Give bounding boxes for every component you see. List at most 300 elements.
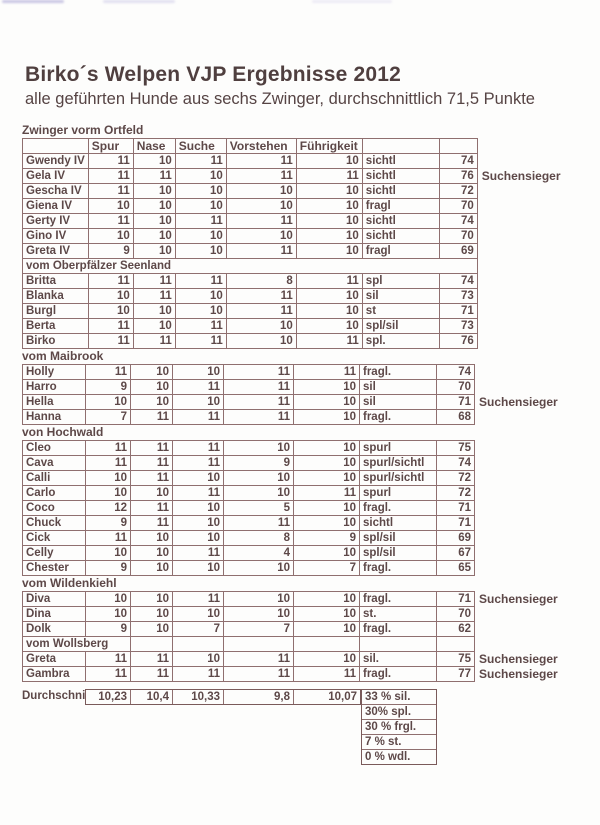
dog-row [23, 667, 475, 682]
dog-name-cell: Chester [23, 561, 86, 576]
score-cell: 11 [88, 334, 133, 349]
remark-cell: fragl. [360, 622, 437, 637]
points-cell: 71 [437, 516, 475, 531]
points-cell: 72 [437, 486, 475, 501]
scan-artifact [2, 0, 64, 3]
score-cell: 5 [224, 501, 294, 516]
table-header-row [23, 139, 478, 154]
score-cell: 7 [294, 561, 360, 576]
score-cell: 10 [294, 652, 360, 667]
score-cell: 11 [224, 365, 294, 380]
percent-row: 7 % st. [362, 735, 436, 750]
group-label: vom Wildenkiehl [22, 576, 117, 590]
score-cell: 11 [131, 667, 173, 682]
points-cell: 71 [439, 304, 477, 319]
score-cell: 11 [131, 441, 173, 456]
score-cell: 10 [131, 561, 173, 576]
empty-cell [437, 637, 475, 652]
points-cell: 74 [439, 214, 477, 229]
score-cell: 10 [173, 652, 224, 667]
dog-row [23, 365, 475, 380]
points-cell: 67 [437, 546, 475, 561]
dog-name-cell: Burgl [23, 304, 89, 319]
score-cell: 10 [224, 471, 294, 486]
score-cell: 10 [131, 546, 173, 561]
column-header: Nase [133, 139, 175, 154]
dog-name-cell: Dina [23, 607, 86, 622]
score-cell: 11 [131, 410, 173, 425]
score-cell: 11 [133, 289, 175, 304]
remark-cell: spurl/sichtl [360, 456, 437, 471]
summary-value-cell: 10,4 [131, 690, 173, 704]
score-cell: 10 [296, 154, 362, 169]
score-cell: 10 [173, 471, 224, 486]
score-cell: 8 [224, 531, 294, 546]
score-cell: 9 [86, 516, 131, 531]
points-cell: 74 [437, 365, 475, 380]
points-cell: 70 [437, 380, 475, 395]
score-cell: 10 [86, 546, 131, 561]
score-cell: 10 [133, 319, 175, 334]
remark-cell: spurl [360, 486, 437, 501]
remark-cell: spurl/sichtl [360, 471, 437, 486]
points-cell: 69 [439, 244, 477, 259]
remark-cell: fragl [362, 244, 439, 259]
score-cell: 11 [133, 334, 175, 349]
score-cell: 11 [226, 214, 296, 229]
score-cell: 10 [294, 516, 360, 531]
score-cell: 10 [226, 229, 296, 244]
score-cell: 11 [226, 154, 296, 169]
scan-artifact [312, 0, 392, 3]
remark-cell: fragl. [360, 501, 437, 516]
score-cell: 7 [173, 622, 224, 637]
score-cell: 10 [131, 607, 173, 622]
dog-row [23, 652, 475, 667]
score-cell: 11 [175, 334, 226, 349]
dog-name-cell: Celly [23, 546, 86, 561]
score-cell: 11 [88, 184, 133, 199]
score-cell: 9 [294, 531, 360, 546]
dog-row [23, 214, 478, 229]
points-cell: 76 Suchensieger [439, 169, 477, 184]
dog-name-cell: Hanna [23, 410, 86, 425]
dog-row [23, 546, 475, 561]
summary-value-cell: 10,33 [173, 690, 224, 704]
dog-name-cell: Blanka [23, 289, 89, 304]
score-cell: 10 [226, 334, 296, 349]
remark-cell: sichtl [362, 214, 439, 229]
results-table [22, 138, 561, 349]
score-cell: 11 [88, 214, 133, 229]
score-cell: 12 [86, 501, 131, 516]
percent-box [361, 689, 437, 765]
score-cell: 10 [131, 365, 173, 380]
group-row-label: vom Oberpfälzer Seenland [23, 259, 478, 274]
dog-name-cell: Gescha IV [23, 184, 89, 199]
results-area [22, 123, 582, 765]
score-cell: 11 [224, 410, 294, 425]
score-cell: 11 [294, 365, 360, 380]
score-cell: 10 [224, 592, 294, 607]
score-cell: 10 [175, 169, 226, 184]
column-header: Führigkeit [296, 139, 362, 154]
dog-row [23, 486, 475, 501]
points-cell: 74 [439, 154, 477, 169]
remark-cell: sichtl [362, 229, 439, 244]
score-cell: 11 [88, 319, 133, 334]
remark-cell: fragl [362, 199, 439, 214]
score-cell: 10 [173, 561, 224, 576]
points-cell: 74 [437, 456, 475, 471]
points-cell: 71 [437, 501, 475, 516]
page-title: Birko´s Welpen VJP Ergebnisse 2012 [25, 63, 402, 86]
remark-cell: spl/sil [360, 531, 437, 546]
dog-name-cell: Harro [23, 380, 86, 395]
dog-name-cell: Greta [23, 652, 86, 667]
remark-cell: sil [362, 289, 439, 304]
score-cell: 9 [88, 244, 133, 259]
score-cell: 10 [88, 304, 133, 319]
score-cell: 11 [88, 274, 133, 289]
score-cell: 11 [296, 169, 362, 184]
points-cell: 70 [437, 607, 475, 622]
score-cell: 11 [131, 471, 173, 486]
dog-name-cell: Gambra [23, 667, 86, 682]
score-cell: 10 [133, 229, 175, 244]
score-cell: 10 [294, 395, 360, 410]
suchensieger-note: Suchensieger [481, 169, 561, 183]
scan-artifact [103, 0, 175, 3]
dog-row [23, 229, 478, 244]
dog-name-cell: Gela IV [23, 169, 89, 184]
score-cell: 11 [88, 154, 133, 169]
dog-name-cell: Berta [23, 319, 89, 334]
score-cell: 9 [86, 561, 131, 576]
score-cell: 11 [175, 274, 226, 289]
score-cell: 11 [224, 380, 294, 395]
score-cell: 10 [175, 304, 226, 319]
remark-cell: sichtl [362, 184, 439, 199]
dog-row [23, 334, 478, 349]
score-cell: 10 [175, 229, 226, 244]
score-cell: 11 [131, 652, 173, 667]
score-cell: 11 [173, 546, 224, 561]
dog-row [23, 319, 478, 334]
summary-value-cell: 10,23 [86, 690, 131, 704]
score-cell: 11 [224, 652, 294, 667]
score-cell: 10 [88, 229, 133, 244]
points-cell: 72 [437, 471, 475, 486]
score-cell: 11 [86, 441, 131, 456]
score-cell: 9 [224, 456, 294, 471]
score-cell: 11 [226, 169, 296, 184]
score-cell: 11 [226, 304, 296, 319]
score-cell: 11 [131, 456, 173, 471]
score-cell: 7 [224, 622, 294, 637]
empty-cell [224, 637, 294, 652]
score-cell: 10 [86, 471, 131, 486]
score-cell: 10 [86, 607, 131, 622]
score-cell: 10 [224, 607, 294, 622]
score-cell: 10 [173, 531, 224, 546]
score-cell: 10 [224, 561, 294, 576]
dog-name-cell: Dolk [23, 622, 86, 637]
group-label: von Hochwald [22, 425, 104, 439]
points-cell: 68 [437, 410, 475, 425]
score-cell: 10 [296, 289, 362, 304]
score-cell: 11 [88, 169, 133, 184]
dog-row [23, 184, 478, 199]
group-row [23, 259, 478, 274]
summary-value-cell: 10,07 [328, 691, 357, 703]
points-cell: 76 [439, 334, 477, 349]
summary-label: Durchschni [22, 690, 85, 702]
points-cell: 70 [439, 229, 477, 244]
dog-row [23, 592, 475, 607]
score-cell: 11 [133, 169, 175, 184]
score-cell: 10 [294, 592, 360, 607]
empty-cell [131, 637, 173, 652]
remark-cell: sil [360, 380, 437, 395]
score-cell: 10 [175, 244, 226, 259]
score-cell: 10 [175, 289, 226, 304]
score-cell: 10 [88, 289, 133, 304]
score-cell: 10 [133, 199, 175, 214]
points-cell: 70 [439, 199, 477, 214]
score-cell: 10 [296, 244, 362, 259]
group-row-label: vom Wollsberg [23, 637, 131, 652]
score-cell: 11 [224, 667, 294, 682]
empty-cell [173, 637, 224, 652]
remark-cell: fragl. [360, 592, 437, 607]
dog-name-cell: Cick [23, 531, 86, 546]
dog-row [23, 274, 478, 289]
page-subtitle: alle geführten Hunde aus sechs Zwinger, durchschnittlich 71,5 Punkte [25, 90, 535, 108]
dog-name-cell: Birko [23, 334, 89, 349]
points-cell: 73 [439, 289, 477, 304]
dog-row [23, 395, 475, 410]
dog-row [23, 441, 475, 456]
score-cell: 10 [226, 184, 296, 199]
dog-row [23, 244, 478, 259]
dog-row [23, 607, 475, 622]
score-cell: 11 [173, 486, 224, 501]
score-cell: 10 [294, 456, 360, 471]
score-cell: 10 [133, 304, 175, 319]
empty-cell [294, 637, 360, 652]
group-row [23, 637, 475, 652]
percent-row: 0 % wdl. [365, 751, 411, 763]
points-cell: 69 [437, 531, 475, 546]
group-label: Zwinger vorm Ortfeld [22, 123, 144, 137]
score-cell: 9 [86, 380, 131, 395]
remark-cell: sichtl [362, 154, 439, 169]
dog-name-cell: Greta IV [23, 244, 89, 259]
dog-name-cell: Diva [23, 592, 86, 607]
remark-cell: sichtl [362, 169, 439, 184]
score-cell: 11 [173, 592, 224, 607]
score-cell: 11 [86, 667, 131, 682]
dog-name-cell: Gwendy IV [23, 154, 89, 169]
score-cell: 10 [131, 531, 173, 546]
dog-name-cell: Coco [23, 501, 86, 516]
score-cell: 10 [294, 471, 360, 486]
points-cell: 71 Suchensieger [437, 395, 475, 410]
score-cell: 10 [296, 229, 362, 244]
dog-row [23, 199, 478, 214]
remark-cell: spl. [362, 334, 439, 349]
points-cell: 62 [437, 622, 475, 637]
score-cell: 10 [226, 199, 296, 214]
score-cell: 10 [173, 365, 224, 380]
remark-cell: spurl [360, 441, 437, 456]
percent-row: 30% spl. [362, 705, 436, 720]
remark-cell: fragl. [360, 561, 437, 576]
dog-row [23, 516, 475, 531]
summary-cells [85, 689, 361, 705]
score-cell: 10 [296, 214, 362, 229]
score-cell: 10 [294, 546, 360, 561]
score-cell: 11 [173, 380, 224, 395]
score-cell: 10 [294, 441, 360, 456]
score-cell: 11 [175, 154, 226, 169]
summary-value-cell: 9,8 [224, 690, 294, 704]
score-cell: 10 [296, 199, 362, 214]
points-cell: 74 [439, 274, 477, 289]
points-cell: 73 [439, 319, 477, 334]
score-cell: 10 [131, 380, 173, 395]
dog-row [23, 380, 475, 395]
dog-row [23, 501, 475, 516]
dog-name-cell: Holly [23, 365, 86, 380]
score-cell: 10 [131, 622, 173, 637]
dog-name-cell: Britta [23, 274, 89, 289]
suchensieger-note: Suchensieger [479, 652, 558, 666]
dog-row [23, 561, 475, 576]
score-cell: 10 [133, 244, 175, 259]
score-cell: 11 [224, 395, 294, 410]
score-cell: 10 [175, 184, 226, 199]
score-cell: 11 [173, 456, 224, 471]
percent-row: 30 % frgl. [362, 720, 436, 735]
score-cell: 10 [133, 154, 175, 169]
column-header: Spur [88, 139, 133, 154]
dog-row [23, 622, 475, 637]
score-cell: 11 [173, 441, 224, 456]
dog-name-cell: Gerty IV [23, 214, 89, 229]
score-cell: 11 [226, 289, 296, 304]
score-cell: 10 [224, 486, 294, 501]
remark-cell: fragl. [360, 667, 437, 682]
dog-name-cell: Hella [23, 395, 86, 410]
column-header: Suche [175, 139, 226, 154]
score-cell: 10 [296, 184, 362, 199]
dog-name-cell: Cleo [23, 441, 86, 456]
score-cell: 10 [294, 501, 360, 516]
points-cell: 75 Suchensieger [437, 652, 475, 667]
score-cell: 11 [173, 667, 224, 682]
remark-cell: spl/sil [362, 319, 439, 334]
dog-row [23, 471, 475, 486]
empty-cell [360, 637, 437, 652]
score-cell: 10 [173, 395, 224, 410]
dog-name-cell: Calli [23, 471, 86, 486]
suchensieger-note: Suchensieger [479, 667, 558, 681]
score-cell: 10 [131, 592, 173, 607]
score-cell: 11 [224, 516, 294, 531]
points-cell: 75 [437, 441, 475, 456]
score-cell: 8 [226, 274, 296, 289]
score-cell: 11 [296, 274, 362, 289]
score-cell: 10 [131, 486, 173, 501]
score-cell: 11 [131, 516, 173, 531]
suchensieger-note: Suchensieger [479, 395, 558, 409]
score-cell: 11 [86, 652, 131, 667]
summary-row [22, 689, 582, 765]
score-cell: 11 [175, 214, 226, 229]
score-cell: 10 [133, 214, 175, 229]
remark-cell: sil. [360, 652, 437, 667]
points-cell: 72 [439, 184, 477, 199]
score-cell: 10 [86, 486, 131, 501]
score-cell: 11 [294, 667, 360, 682]
dog-name-cell: Giena IV [23, 199, 89, 214]
score-cell: 10 [173, 607, 224, 622]
score-cell: 10 [86, 395, 131, 410]
results-table [22, 440, 475, 576]
group-label: vom Maibrook [22, 349, 104, 363]
score-cell: 11 [131, 501, 173, 516]
score-cell: 10 [224, 441, 294, 456]
dog-row [23, 289, 478, 304]
dog-row [23, 410, 475, 425]
score-cell: 11 [86, 365, 131, 380]
score-cell: 9 [86, 622, 131, 637]
score-cell: 11 [86, 531, 131, 546]
remark-cell: sil [360, 395, 437, 410]
suchensieger-note: Suchensieger [479, 592, 558, 606]
score-cell: 11 [294, 486, 360, 501]
score-cell: 10 [175, 199, 226, 214]
score-cell: 10 [294, 607, 360, 622]
dog-name-cell: Gino IV [23, 229, 89, 244]
dog-row [23, 154, 478, 169]
score-cell: 11 [226, 244, 296, 259]
points-cell: 65 [437, 561, 475, 576]
score-cell: 7 [86, 410, 131, 425]
score-cell: 11 [86, 456, 131, 471]
dog-row [23, 456, 475, 471]
score-cell: 10 [88, 199, 133, 214]
score-cell: 10 [226, 319, 296, 334]
score-cell: 10 [296, 304, 362, 319]
remark-cell: st. [360, 607, 437, 622]
dog-name-cell: Cava [23, 456, 86, 471]
score-cell: 4 [224, 546, 294, 561]
score-cell: 10 [131, 395, 173, 410]
score-cell: 10 [86, 592, 131, 607]
score-cell: 10 [294, 622, 360, 637]
score-cell: 10 [173, 516, 224, 531]
column-header [362, 139, 439, 154]
score-cell: 10 [294, 380, 360, 395]
score-cell: 11 [175, 319, 226, 334]
remark-cell: fragl. [360, 410, 437, 425]
column-header [23, 139, 89, 154]
column-header [439, 139, 477, 154]
remark-cell: fragl. [360, 365, 437, 380]
